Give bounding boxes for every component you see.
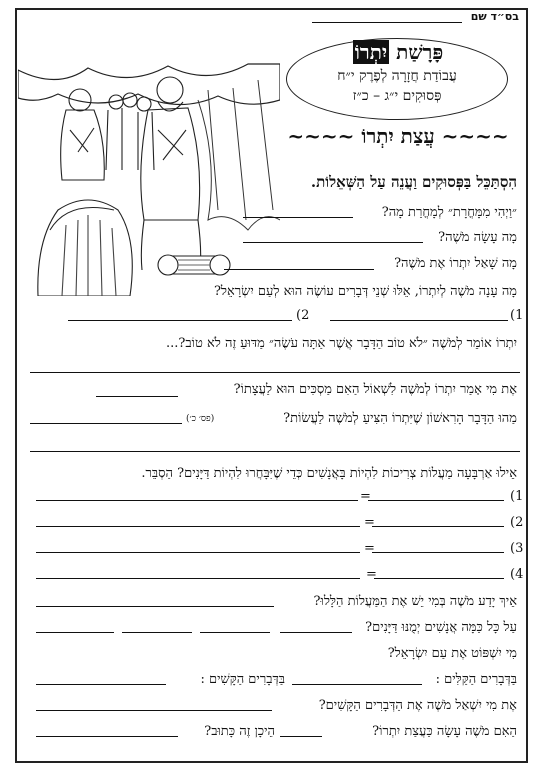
answer-line-10a[interactable] <box>280 632 352 633</box>
answer-line-9[interactable] <box>36 606 274 607</box>
answer-line-5[interactable] <box>30 372 520 373</box>
answer-line-6[interactable] <box>96 396 178 397</box>
q8-quality-1[interactable] <box>368 500 504 501</box>
section-title: ~~~~ עֲצַת יִתְרוֹ ~~~~ <box>287 124 509 148</box>
q8-explain-4[interactable] <box>36 578 360 579</box>
q8-eq-1: = <box>360 489 371 504</box>
question-13: אֶת מִי יִשְׁאַל מֹשֶׁה אֶת הַדְּבָרִים הַקָּשִׁים? <box>318 698 517 713</box>
q4-item-1-label: 1) <box>510 308 524 323</box>
question-1: ״וַיְהִי מִמָּחֳרָת״ לְמָחֳרַת מָה? <box>381 205 517 220</box>
q8-item-4-label: 4) <box>510 567 524 582</box>
question-6: אֶת מִי אָמַר יִתְרוֹ לְמֹשֶׁה לִשְׁאוֹל הַאִם מַסְכִּים הוּא לַעֲצָתוֹ? <box>233 382 517 397</box>
question-2: מָה עָשָׂה מֹשֶׁה? <box>438 230 517 245</box>
q8-eq-4: = <box>366 567 377 582</box>
q4-answer-1[interactable] <box>330 320 508 321</box>
q8-explain-2[interactable] <box>36 526 360 527</box>
q4-answer-2[interactable] <box>68 320 292 321</box>
question-7: מַהוּ הַדָּבָר הָרִאשׁוֹן שֶׁיִּתְרוֹ הִצִּיעַ לְמֹשֶׁה לַעֲשׂוֹת? <box>283 411 517 426</box>
q4-item-2-label: 2) <box>296 308 310 323</box>
answer-line-12a[interactable] <box>292 684 422 685</box>
answer-line-13[interactable] <box>36 710 272 711</box>
question-8: אֵילוּ אַרְבָּעָה מַעֲלוֹת צְרִיכוֹת לִהְיוֹת בָּאֲנָשִׁים כְּדֵי שֶׁיִּבָּחֲרוּ לִהְיוֹת דַּיָּנִים? הַסְבֵּר. <box>141 466 517 481</box>
question-10: עַל כָּל כַּמָּה אֲנָשִׁים יְמֻנּוּ דַּיָּנִים? <box>365 620 517 635</box>
answer-line-1[interactable] <box>243 217 353 218</box>
answer-line-10c[interactable] <box>122 632 192 633</box>
question-12b: בַּדְּבָרִים הַקָּשִׁים : <box>200 672 285 687</box>
parasha-prefix: פָּרָשַׁת <box>396 40 444 64</box>
answer-line-7b[interactable] <box>30 451 520 452</box>
subtitle-verses: פְּסוּקִים י״ג – כ״ז <box>352 88 442 104</box>
q8-item-3-label: 3) <box>510 541 524 556</box>
q8-eq-2: = <box>364 515 375 530</box>
answer-line-10d[interactable] <box>36 632 114 633</box>
answer-line-2[interactable] <box>243 242 423 243</box>
q8-quality-4[interactable] <box>374 578 504 579</box>
q8-quality-2[interactable] <box>372 526 504 527</box>
subtitle-chapter: עֲבוֹדַת חֲזָרָה לְפֶרֶק י״ח <box>337 68 457 84</box>
q8-quality-3[interactable] <box>372 552 504 553</box>
answer-line-14a[interactable] <box>280 736 322 737</box>
answer-line-10b[interactable] <box>200 632 270 633</box>
name-label: בס״ד שם <box>470 10 519 23</box>
q8-item-2-label: 2) <box>510 515 524 530</box>
question-14b: הֵיכָן זֶה כָּתוּב? <box>204 724 275 739</box>
question-3: מָה שָׁאַל יִתְרוֹ אֶת מֹשֶׁה? <box>394 256 517 271</box>
answer-line-7a[interactable] <box>30 423 182 424</box>
question-5: יִתְרוֹ אוֹמֵר לְמֹשֶׁה ״לֹא טוֹב הַדָּבָר אֲשֶׁר אַתָּה עֹשֶׂה״ מַדּוּעַ זֶה לֹא טוֹב?... <box>166 336 517 351</box>
name-field[interactable] <box>312 22 462 23</box>
question-12a: בַּדְּבָרִים הַקַּלִּים : <box>435 672 517 687</box>
instructions: הִסְתַּכֵּל בַּפְּסוּקִים וַעֲנֵה עַל הַשְּׁאֵלוֹת. <box>310 173 517 191</box>
question-14a: הַאִם מֹשֶׁה עָשָׂה כַּעֲצַת יִתְרוֹ? <box>372 724 517 739</box>
question-11: מִי יִשְׁפּוֹט אֶת עַם יִשְׂרָאֵל? <box>387 646 517 661</box>
answer-line-3[interactable] <box>224 269 374 270</box>
answer-line-12b[interactable] <box>36 684 166 685</box>
q8-item-1-label: 1) <box>510 489 524 504</box>
q7-verse-ref: (פס׳ כ׳) <box>186 414 215 424</box>
parasha-title <box>300 40 496 65</box>
q8-explain-3[interactable] <box>36 552 360 553</box>
question-9: אֵיךְ יָדַע מֹשֶׁה בְּמִי יֵשׁ אֶת הַמַּעֲלוֹת הַלָּלוּ? <box>313 594 517 609</box>
question-4: מָה עָנָה מֹשֶׁה לְיִתְרוֹ, אֵלּוּ שְׁנֵי דְּבָרִים עוֹשֶׂה הוּא לְעַם יִשְׂרָאֵל? <box>213 284 517 299</box>
q8-explain-1[interactable] <box>36 500 358 501</box>
parasha-name: יִתְרוֹ <box>354 40 388 64</box>
illustration-moses-jethro <box>18 60 280 296</box>
answer-line-14b[interactable] <box>36 736 178 737</box>
q8-eq-3: = <box>364 541 375 556</box>
